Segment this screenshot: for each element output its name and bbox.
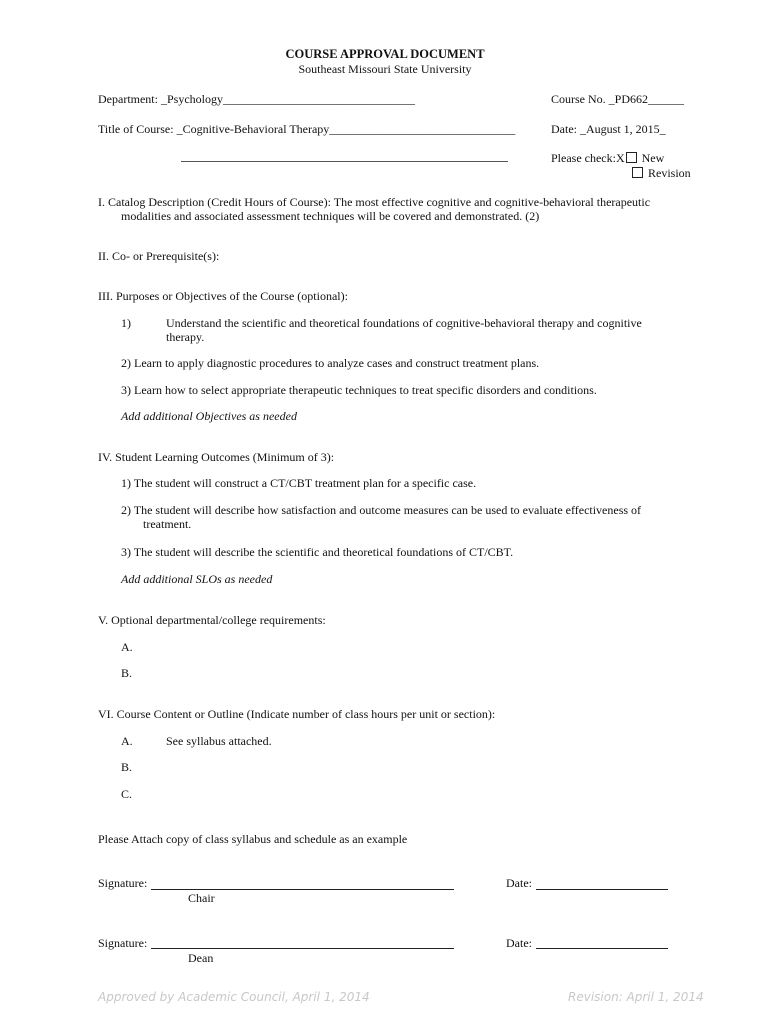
footer-revision-note: Revision: April 1, 2014 — [568, 990, 704, 1004]
chair-date-label: Date: — [506, 876, 532, 890]
course-number-field: Course No. _PD662______ — [551, 92, 685, 106]
revision-check-row — [631, 166, 691, 180]
content-item-a: A. — [121, 734, 133, 748]
please-check-label: Please check:X — [551, 151, 625, 165]
objective-2: 2) Learn to apply diagnostic procedures to analyze cases and construct treatment plans. — [121, 356, 540, 370]
objective-3: 3) Learn how to select appropriate therapeutic techniques to treat specific disorders and conditions. — [121, 383, 597, 397]
catalog-description-line2: modalities and associated assessment techniques will be covered and demonstrated. (2) — [121, 209, 540, 223]
dean-date-line[interactable] — [536, 948, 668, 949]
please-check-row — [551, 151, 664, 165]
content-item-c: C. — [121, 787, 133, 801]
dean-label: Dean — [188, 951, 214, 965]
chair-signature-label: Signature: — [98, 876, 148, 890]
revision-checkbox[interactable] — [632, 167, 643, 178]
slo-3: 3) The student will describe the scientific and theoretical foundations of CT/CBT. — [121, 545, 514, 559]
slo-2-line2: treatment. — [143, 517, 192, 531]
slo-1: 1) The student will construct a CT/CBT treatment plan for a specific case. — [121, 476, 477, 490]
department-field: Department: _Psychology________________________________ — [98, 92, 415, 106]
university-name: Southeast Missouri State University — [298, 62, 472, 76]
new-checkbox[interactable] — [626, 152, 637, 163]
footer-approval-note: Approved by Academic Council, April 1, 2014 — [98, 990, 370, 1004]
dean-signature-line[interactable] — [151, 948, 454, 949]
attach-syllabus-note: Please Attach copy of class syllabus and schedule as an example — [98, 832, 408, 846]
revision-label: Revision — [648, 166, 691, 180]
document-title: COURSE APPROVAL DOCUMENT — [285, 47, 485, 61]
chair-date-line[interactable] — [536, 889, 668, 890]
objective-1-number: 1) — [121, 316, 131, 330]
course-title-field: Title of Course: _Cognitive-Behavioral Therapy_______________________________ — [98, 122, 516, 136]
dean-signature-label: Signature: — [98, 936, 148, 950]
content-item-b: B. — [121, 760, 133, 774]
slo-2-line1: 2) The student will describe how satisfaction and outcome measures can be used to evaluate effectiveness of — [121, 503, 642, 517]
optional-item-b: B. — [121, 666, 133, 680]
optional-requirements-heading: V. Optional departmental/college requirements: — [98, 613, 326, 627]
date-field: Date: _August 1, 2015_ — [551, 122, 666, 136]
catalog-description-line1: I. Catalog Description (Credit Hours of Course): The most effective cognitive and cognitive-behavioral therapeutic — [98, 195, 651, 209]
slo-add-note: Add additional SLOs as needed — [121, 572, 273, 586]
objective-1-line2: therapy. — [166, 330, 205, 344]
optional-item-a: A. — [121, 640, 133, 654]
chair-label: Chair — [188, 891, 215, 905]
course-content-heading: VI. Course Content or Outline (Indicate number of class hours per unit or section): — [98, 707, 496, 721]
chair-signature-line[interactable] — [151, 889, 454, 890]
objective-1-line1: Understand the scientific and theoretical foundations of cognitive-behavioral therapy and cognitive — [166, 316, 642, 330]
prerequisite-heading: II. Co- or Prerequisite(s): — [98, 249, 220, 263]
slo-heading: IV. Student Learning Outcomes (Minimum of 3): — [98, 450, 335, 464]
new-label: New — [641, 151, 665, 165]
blank-underline — [181, 161, 508, 162]
content-item-a-text: See syllabus attached. — [166, 734, 272, 748]
objectives-add-note: Add additional Objectives as needed — [121, 409, 297, 423]
purposes-heading: III. Purposes or Objectives of the Course (optional): — [98, 289, 348, 303]
dean-date-label: Date: — [506, 936, 532, 950]
